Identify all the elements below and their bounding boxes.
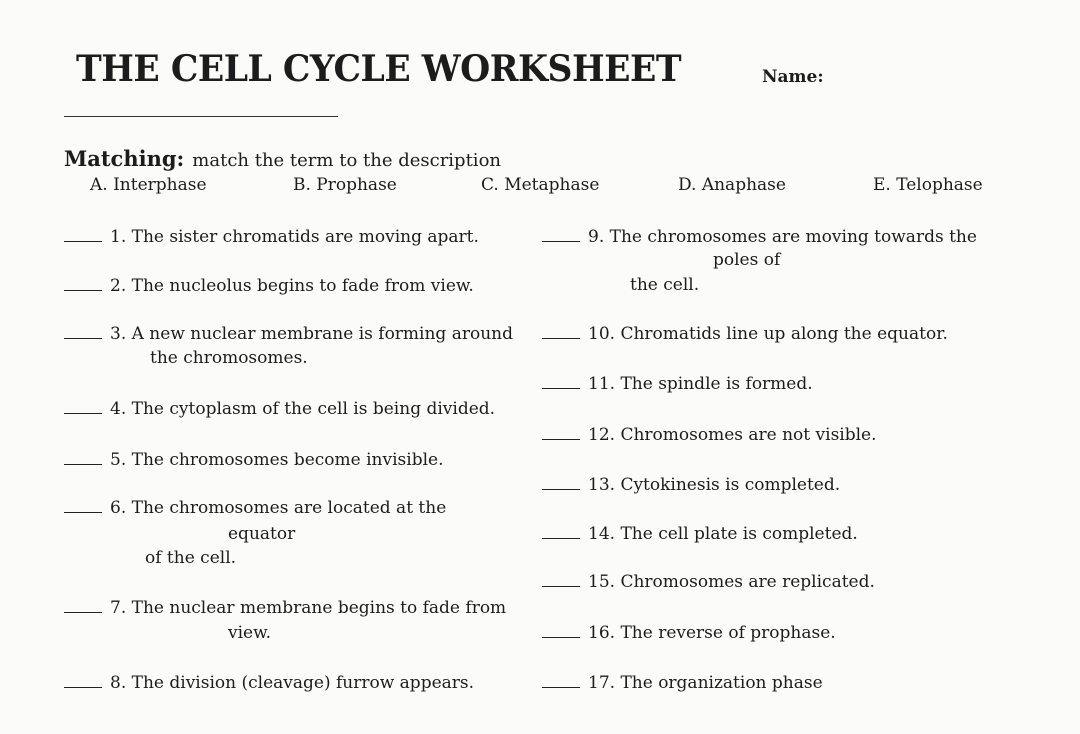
question-4: 4. The cytoplasm of the cell is being divided. [64, 397, 495, 421]
question-10: 10. Chromatids line up along the equator. [542, 322, 948, 346]
question-8: 8. The division (cleavage) furrow appears. [64, 671, 474, 695]
question-2: 2. The nucleolus begins to fade from view. [64, 274, 474, 298]
answer-blank-17[interactable] [542, 673, 580, 688]
question-7: 7. The nuclear membrane begins to fade from [64, 596, 506, 620]
title-underline [64, 116, 338, 117]
matching-instruction: match the term to the description [192, 150, 501, 171]
matching-label: Matching: [64, 146, 185, 171]
answer-blank-5[interactable] [64, 450, 102, 465]
answer-blank-7[interactable] [64, 598, 102, 613]
question-9: 9. The chromosomes are moving towards the [542, 225, 977, 249]
answer-blank-10[interactable] [542, 324, 580, 339]
answer-blank-12[interactable] [542, 425, 580, 440]
question-17: 17. The organization phase [542, 671, 823, 695]
worksheet-title: THE CELL CYCLE WORKSHEET [76, 48, 682, 90]
answer-blank-6[interactable] [64, 498, 102, 513]
answer-blank-13[interactable] [542, 475, 580, 490]
question-5: 5. The chromosomes become invisible. [64, 448, 443, 472]
question-14: 14. The cell plate is completed. [542, 522, 858, 546]
answer-blank-9[interactable] [542, 227, 580, 242]
choice-a: A. Interphase [90, 175, 207, 195]
answer-blank-15[interactable] [542, 572, 580, 587]
question-3: 3. A new nuclear membrane is forming around [64, 322, 513, 346]
question-6-continuation-1: equator [228, 524, 296, 544]
name-label: Name: [762, 67, 824, 87]
question-1: 1. The sister chromatids are moving apart. [64, 225, 479, 249]
answer-blank-14[interactable] [542, 524, 580, 539]
question-9-continuation-1: poles of [713, 250, 781, 270]
question-15: 15. Chromosomes are replicated. [542, 570, 875, 594]
question-11: 11. The spindle is formed. [542, 372, 813, 396]
question-6-continuation-2: of the cell. [145, 548, 237, 568]
matching-heading [64, 146, 501, 171]
answer-blank-4[interactable] [64, 399, 102, 414]
answer-blank-1[interactable] [64, 227, 102, 242]
answer-blank-3[interactable] [64, 324, 102, 339]
answer-blank-8[interactable] [64, 673, 102, 688]
choice-d: D. Anaphase [678, 175, 786, 195]
question-3-continuation: the chromosomes. [150, 348, 308, 368]
answer-blank-2[interactable] [64, 276, 102, 291]
question-6: 6. The chromosomes are located at the [64, 496, 446, 520]
question-13: 13. Cytokinesis is completed. [542, 473, 840, 497]
choice-c: C. Metaphase [481, 175, 600, 195]
question-12: 12. Chromosomes are not visible. [542, 423, 877, 447]
question-16: 16. The reverse of prophase. [542, 621, 836, 645]
question-9-continuation-2: the cell. [630, 275, 700, 295]
question-7-continuation: view. [228, 623, 272, 643]
answer-blank-11[interactable] [542, 374, 580, 389]
choice-b: B. Prophase [293, 175, 397, 195]
choice-e: E. Telophase [873, 175, 983, 195]
answer-blank-16[interactable] [542, 623, 580, 638]
